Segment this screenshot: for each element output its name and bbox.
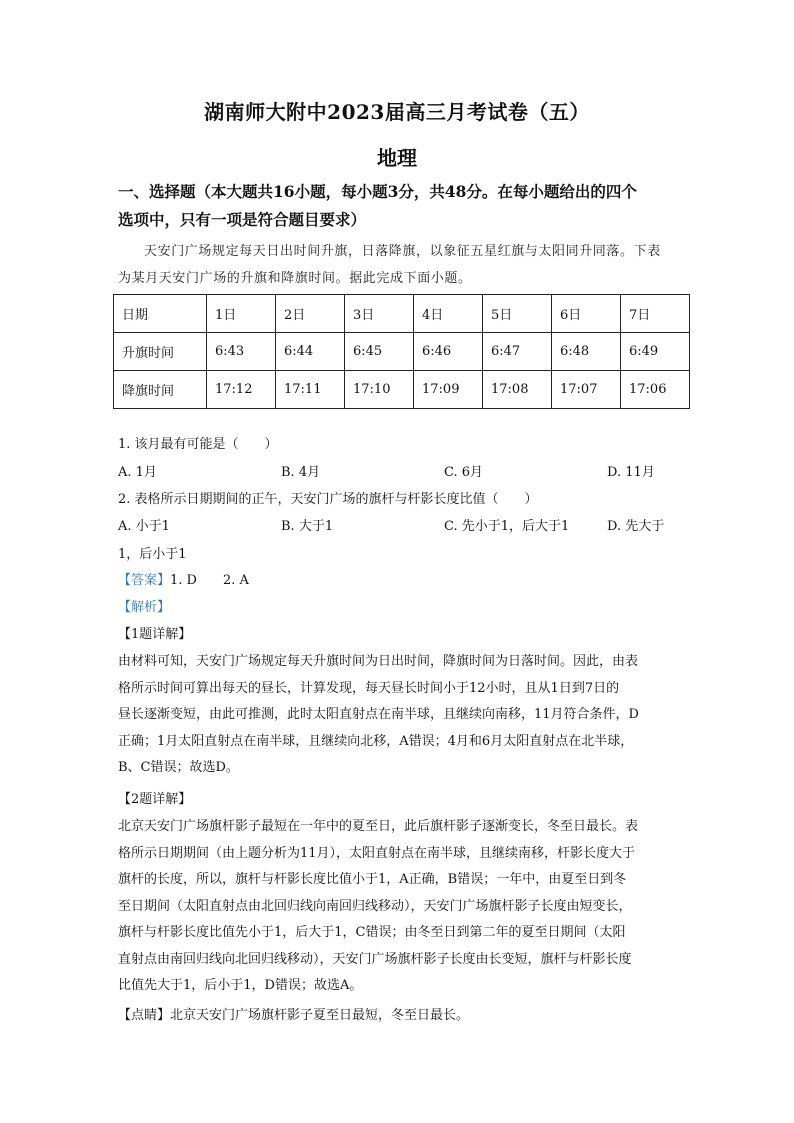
table-cell: 2日 bbox=[276, 295, 345, 333]
detail-2-line: 格所示日期期间（由上题分析为11月），太阳直射点在南半球，且继续南移，杆影长度大于 bbox=[118, 845, 636, 861]
q2-option-a: A. 小于1 bbox=[118, 519, 170, 534]
answer-line bbox=[118, 571, 249, 591]
section-heading-line-2: 选项中，只有一项是符合题目要求） bbox=[118, 210, 367, 229]
table-cell: 6:45 bbox=[345, 333, 414, 371]
analysis-tag: 【解析】 bbox=[118, 600, 171, 615]
table-cell: 升旗时间 bbox=[114, 333, 207, 371]
table-cell: 17:09 bbox=[414, 371, 483, 409]
section-heading bbox=[118, 178, 688, 234]
detail-1-line: 昼长逐渐变短，由此可推测，此时太阳直射点在南半球，且继续向南移，11月符合条件，D bbox=[118, 707, 639, 722]
table-cell: 4日 bbox=[414, 295, 483, 333]
detail-2-line: 比值先大于1，后小于1，D错误；故选A。 bbox=[118, 978, 363, 993]
tip-text: 北京天安门广场旗杆影子夏至日最短，冬至日最长。 bbox=[170, 1008, 470, 1023]
table-cell: 17:07 bbox=[552, 371, 621, 409]
detail-1-line: B、C错误；故选D。 bbox=[118, 760, 239, 775]
table-row bbox=[114, 333, 690, 371]
tip-tag: 【点睛】 bbox=[118, 1008, 171, 1023]
answer-text: 1. D 2. A bbox=[170, 573, 249, 588]
detail-1-line: 格所示时间可算出每天的昼长，计算发现，每天昼长时间小于12小时，且从1日到7日的 bbox=[118, 680, 620, 696]
q1-option-b: B. 4月 bbox=[281, 465, 321, 480]
detail-2-line: 北京天安门广场旗杆影子最短在一年中的夏至日，此后旗杆影子逐渐变长，冬至日最长。表 bbox=[118, 819, 639, 834]
q1-option-d: D. 11月 bbox=[607, 465, 655, 480]
tip-line bbox=[118, 1006, 469, 1026]
q1-option-a: A. 1月 bbox=[118, 465, 157, 480]
table-cell: 7日 bbox=[621, 295, 690, 333]
table-row bbox=[114, 371, 690, 409]
table-cell: 17:10 bbox=[345, 371, 414, 409]
detail-2-line: 直射点由南回归线向北回归线移动），天安门广场旗杆影子长度由长变短，旗杆与杆影长度 bbox=[118, 951, 632, 967]
detail-1-line: 正确；1月太阳直射点在南半球，且继续向北移，A错误；4月和6月太阳直射点在北半球， bbox=[118, 733, 634, 749]
table-cell: 17:06 bbox=[621, 371, 690, 409]
table-cell: 6:48 bbox=[552, 333, 621, 371]
table-cell: 6:44 bbox=[276, 333, 345, 371]
subject-title: 地理 bbox=[377, 146, 417, 170]
question-material bbox=[118, 238, 688, 292]
q2-option-d-wrap: 1，后小于1 bbox=[118, 547, 187, 562]
detail-2-title: 【2题详解】 bbox=[118, 792, 192, 807]
table-cell: 日期 bbox=[114, 295, 207, 333]
table-cell: 3日 bbox=[345, 295, 414, 333]
q2-option-b: B. 大于1 bbox=[281, 519, 334, 534]
q1-option-c: C. 6月 bbox=[444, 465, 484, 480]
table-cell: 5日 bbox=[483, 295, 552, 333]
detail-1-body bbox=[118, 649, 688, 782]
detail-2-body bbox=[118, 814, 688, 1000]
question-2-stem: 2. 表格所示日期期间的正午，天安门广场的旗杆与杆影长度比值（ ） bbox=[118, 492, 538, 507]
table-cell: 6日 bbox=[552, 295, 621, 333]
exam-title: 湖南师大附中2023届高三月考试卷（五） bbox=[204, 100, 590, 124]
detail-1-line: 由材料可知，天安门广场规定每天升旗时间为日出时间，降旗时间为日落时间。因此，由表 bbox=[118, 654, 639, 669]
table-cell: 6:49 bbox=[621, 333, 690, 371]
table-cell: 17:11 bbox=[276, 371, 345, 409]
table-row bbox=[114, 295, 690, 333]
detail-2-line: 旗杆与杆影长度比值先小于1，后大于1，C错误；由冬至日到第二年的夏至日期间（太阳 bbox=[118, 925, 626, 940]
table-cell: 17:12 bbox=[207, 371, 276, 409]
material-line-2: 为某月天安门广场的升旗和降旗时间。据此完成下面小题。 bbox=[118, 271, 472, 286]
table-cell: 6:47 bbox=[483, 333, 552, 371]
detail-1-title: 【1题详解】 bbox=[118, 627, 192, 642]
flag-schedule-table bbox=[113, 294, 690, 409]
detail-2-line: 至日期间（太阳直射点由北回归线向南回归线移动），天安门广场旗杆影子长度由短变长， bbox=[118, 898, 632, 914]
table-cell: 降旗时间 bbox=[114, 371, 207, 409]
table-cell: 17:08 bbox=[483, 371, 552, 409]
q2-option-d: D. 先大于 bbox=[607, 519, 665, 534]
table-cell: 1日 bbox=[207, 295, 276, 333]
q2-option-c: C. 先小于1，后大于1 bbox=[444, 519, 570, 534]
material-line-1: 天安门广场规定每天日出时间升旗，日落降旗，以象征五星红旗与太阳同升同落。下表 bbox=[144, 244, 661, 259]
detail-2-line: 旗杆的长度，所以，旗杆与杆影长度比值小于1，A正确，B错误；一年中，由夏至日到冬 bbox=[118, 872, 627, 887]
section-heading-line-1: 一、选择题（本大题共16小题，每小题3分，共48分。在每小题给出的四个 bbox=[118, 182, 637, 201]
table-cell: 6:46 bbox=[414, 333, 483, 371]
answer-tag: 【答案】 bbox=[118, 573, 171, 588]
table-cell: 6:43 bbox=[207, 333, 276, 371]
question-1-stem: 1. 该月最有可能是（ ） bbox=[118, 437, 278, 452]
